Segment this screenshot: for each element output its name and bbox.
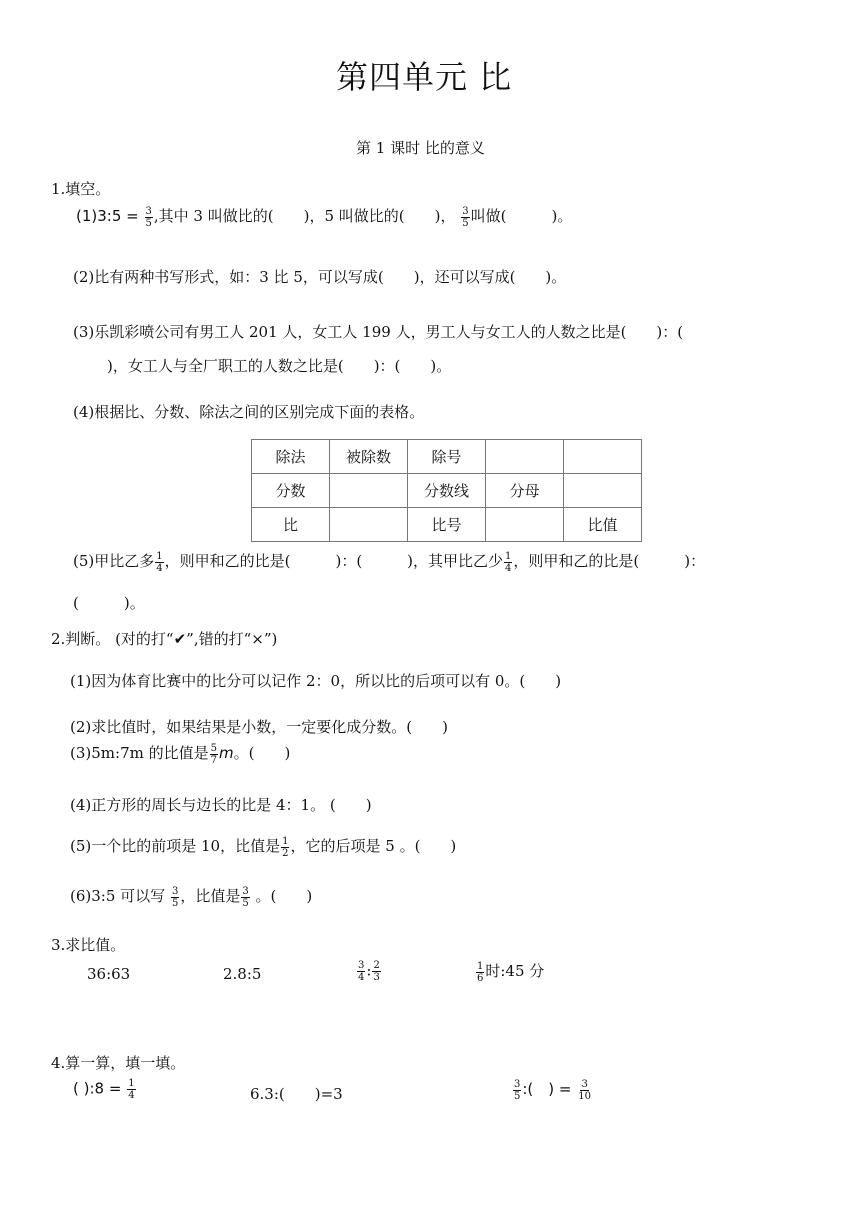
table-cell [486,440,564,474]
s4-expr-1 [73,1078,137,1101]
fraction: $\frac{2}{3}$ [373,960,380,983]
table-cell: 比 [252,508,330,542]
fraction: $\frac{3}{5}$ [171,885,179,909]
table-cell: 被除数 [330,440,408,474]
s1-q1-lead: (1)3:5 = [76,207,139,225]
s2-q3-var: m [218,744,234,762]
s2-q5-a: (5)一个比的前项是 10，比值是 [70,837,281,855]
lesson-subtitle: 第 1 课时 比的意义 [356,139,485,157]
fraction: $\frac{3}{5}$ [514,1078,521,1102]
table-cell [330,474,408,508]
table-cell: 分数线 [408,474,486,508]
s2-q6-c: 。( ) [250,887,313,905]
table-row [252,474,642,508]
fraction: $\frac{3}{4}$ [358,960,365,983]
s2-item-2: (2)求比值时，如果结果是小数，一定要化成分数。( ) [70,718,448,736]
s2-item-6 [70,885,312,909]
table-cell: 除法 [252,440,330,474]
s1-q2: (2)比有两种书写形式，如：3 比 5，可以写成( )，还可以写成( )。 [73,268,567,286]
s1-q3-line2: )，女工人与全厂职工的人数之比是( )：( )。 [107,357,452,375]
s3-expr-1: 36:63 [87,965,131,983]
s3-expr-2: 2.8:5 [223,965,262,983]
fraction: $\frac{1}{4}$ [505,550,512,574]
s2-item-3 [70,742,290,766]
fraction: $\frac{1}{4}$ [128,1078,135,1101]
s1-q5-b: ，则甲和乙的比是( )：( )，其甲比乙少 [164,552,504,570]
s1-q5-line2: ( )。 [73,594,145,612]
table-row [252,508,642,542]
table-cell: 分母 [486,474,564,508]
table-cell [330,508,408,542]
fraction: $\frac{5}{7}$ [210,742,217,766]
s2-q6-a: (6)3:5 可以写 [70,887,170,905]
s2-q3-b: 。( ) [233,744,291,762]
s1-q1-mid: ,其中 3 叫做比的( )，5 叫做比的( )， [153,207,456,225]
s1-q5 [73,550,705,574]
fraction: $\frac{3}{5}$ [242,885,249,909]
s4-e1-text: ( ):8 = [73,1079,122,1098]
s1-q3-line1: (3)乐凯彩喷公司有男工人 201 人，女工人 199 人，男工人与女工人的人数之比是( )：( [73,323,684,341]
s2-q6-b: ，比值是 [180,887,241,905]
fraction: $\frac{3}{5}$ [145,205,152,229]
s2-q5-b: ，它的后项是 5 。( ) [290,837,457,855]
s1-q4: (4)根据比、分数、除法之间的区别完成下面的表格。 [73,403,425,421]
table-cell: 比值 [564,508,642,542]
s1-q5-a: (5)甲比乙多 [73,552,155,570]
s2-item-5 [70,835,456,859]
s3-expr-4 [475,960,544,984]
s1-q5-c: ，则甲和乙的比是( )： [513,552,706,570]
s4-expr-3 [512,1078,593,1102]
fraction: $\frac{1}{4}$ [156,550,163,574]
fraction: $\frac{3}{5}$ [462,205,469,229]
section4-heading: 4.算一算，填一填。 [51,1054,186,1072]
s3-expr-3 [356,960,382,983]
section3-heading: 3.求比值。 [51,936,126,954]
s3-sep: : [366,961,372,980]
table-cell: 分数 [252,474,330,508]
table-cell [564,474,642,508]
fraction: $\frac{1}{6}$ [477,960,484,984]
s4-e3-text: :( ) = [522,1080,572,1098]
table-cell: 比号 [408,508,486,542]
s2-item-4: (4)正方形的周长与边长的比是 4：1。 ( ) [70,796,372,814]
table-cell [564,440,642,474]
s1-q1 [76,205,572,229]
fraction: $\frac{1}{2}$ [282,835,289,859]
table-cell: 除号 [408,440,486,474]
section2-heading: 2.判断。 (对的打“✔”,错的打“×”) [51,630,278,648]
page-title: 第四单元 比 [336,58,513,96]
s1-q1-end: 叫做( )。 [470,207,573,225]
table-cell [486,508,564,542]
s4-expr-2: 6.3:( )=3 [250,1085,343,1103]
s2-item-1: (1)因为体育比赛中的比分可以记作 2：0，所以比的后项可以有 0。( ) [70,672,562,690]
fraction: $\frac{3}{10}$ [578,1078,591,1102]
comparison-table [251,439,642,542]
table-row [252,440,642,474]
s3-e4-text: 时:45 分 [485,962,545,980]
section1-heading: 1.填空。 [51,180,111,198]
s2-q3-a: (3)5m:7m 的比值是 [70,744,209,762]
